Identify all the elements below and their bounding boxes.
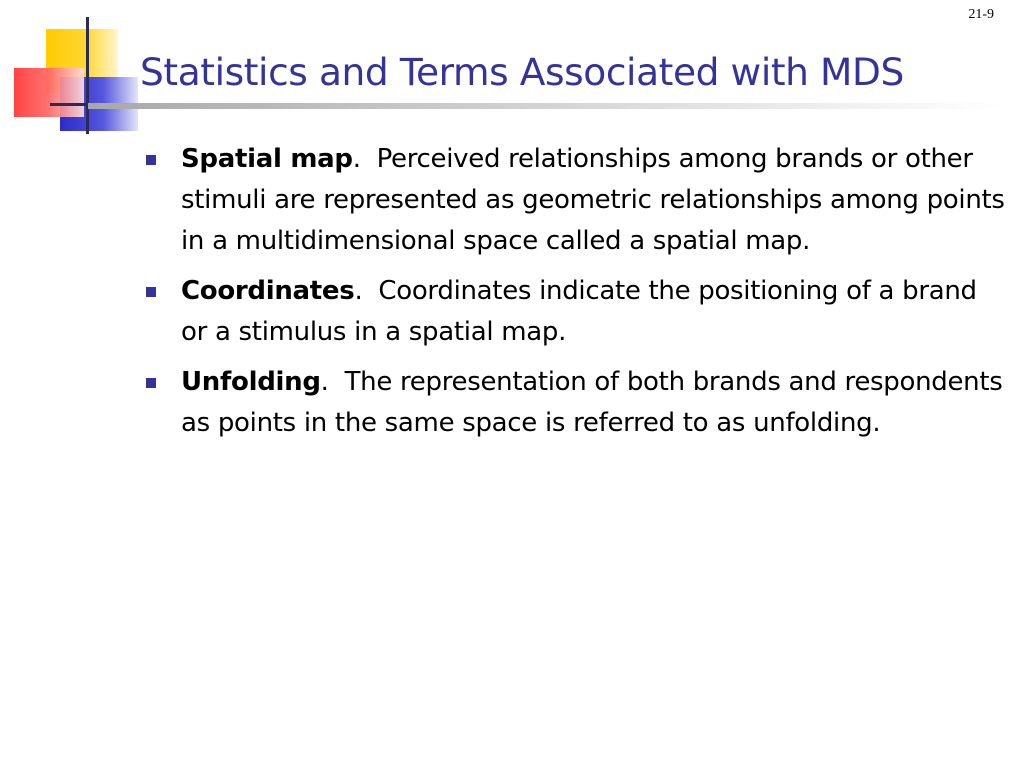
bullet-item — [145, 271, 1007, 353]
square-bullet-icon — [146, 378, 156, 388]
bullet-separator: . — [320, 367, 345, 397]
bullet-text: Perceived relationships among brands or other stimuli are represented as geometric relationships among points in a multidimensional space called a spatial map. — [181, 144, 1005, 256]
decorative-logo-icon — [0, 0, 150, 150]
bullet-text: Coordinates indicate the positioning of a brand or a stimulus in a spatial map. — [181, 276, 977, 347]
bullet-list — [145, 139, 1007, 453]
title-underline — [88, 103, 1002, 109]
bullet-item — [145, 362, 1007, 444]
square-bullet-icon — [146, 287, 156, 297]
bullet-item — [145, 139, 1007, 262]
bullet-text: The representation of both brands and respondents as points in the same space is referred to as unfolding. — [181, 367, 1003, 438]
bullet-term: Spatial map — [181, 144, 353, 174]
slide-title: Statistics and Terms Associated with MDS — [140, 50, 904, 94]
bullet-separator: . — [354, 276, 379, 306]
bullet-term: Coordinates — [181, 276, 355, 306]
bullet-term: Unfolding — [181, 367, 321, 397]
slide-number: 21-9 — [968, 7, 994, 22]
bullet-separator: . — [352, 144, 377, 174]
square-bullet-icon — [146, 155, 156, 165]
